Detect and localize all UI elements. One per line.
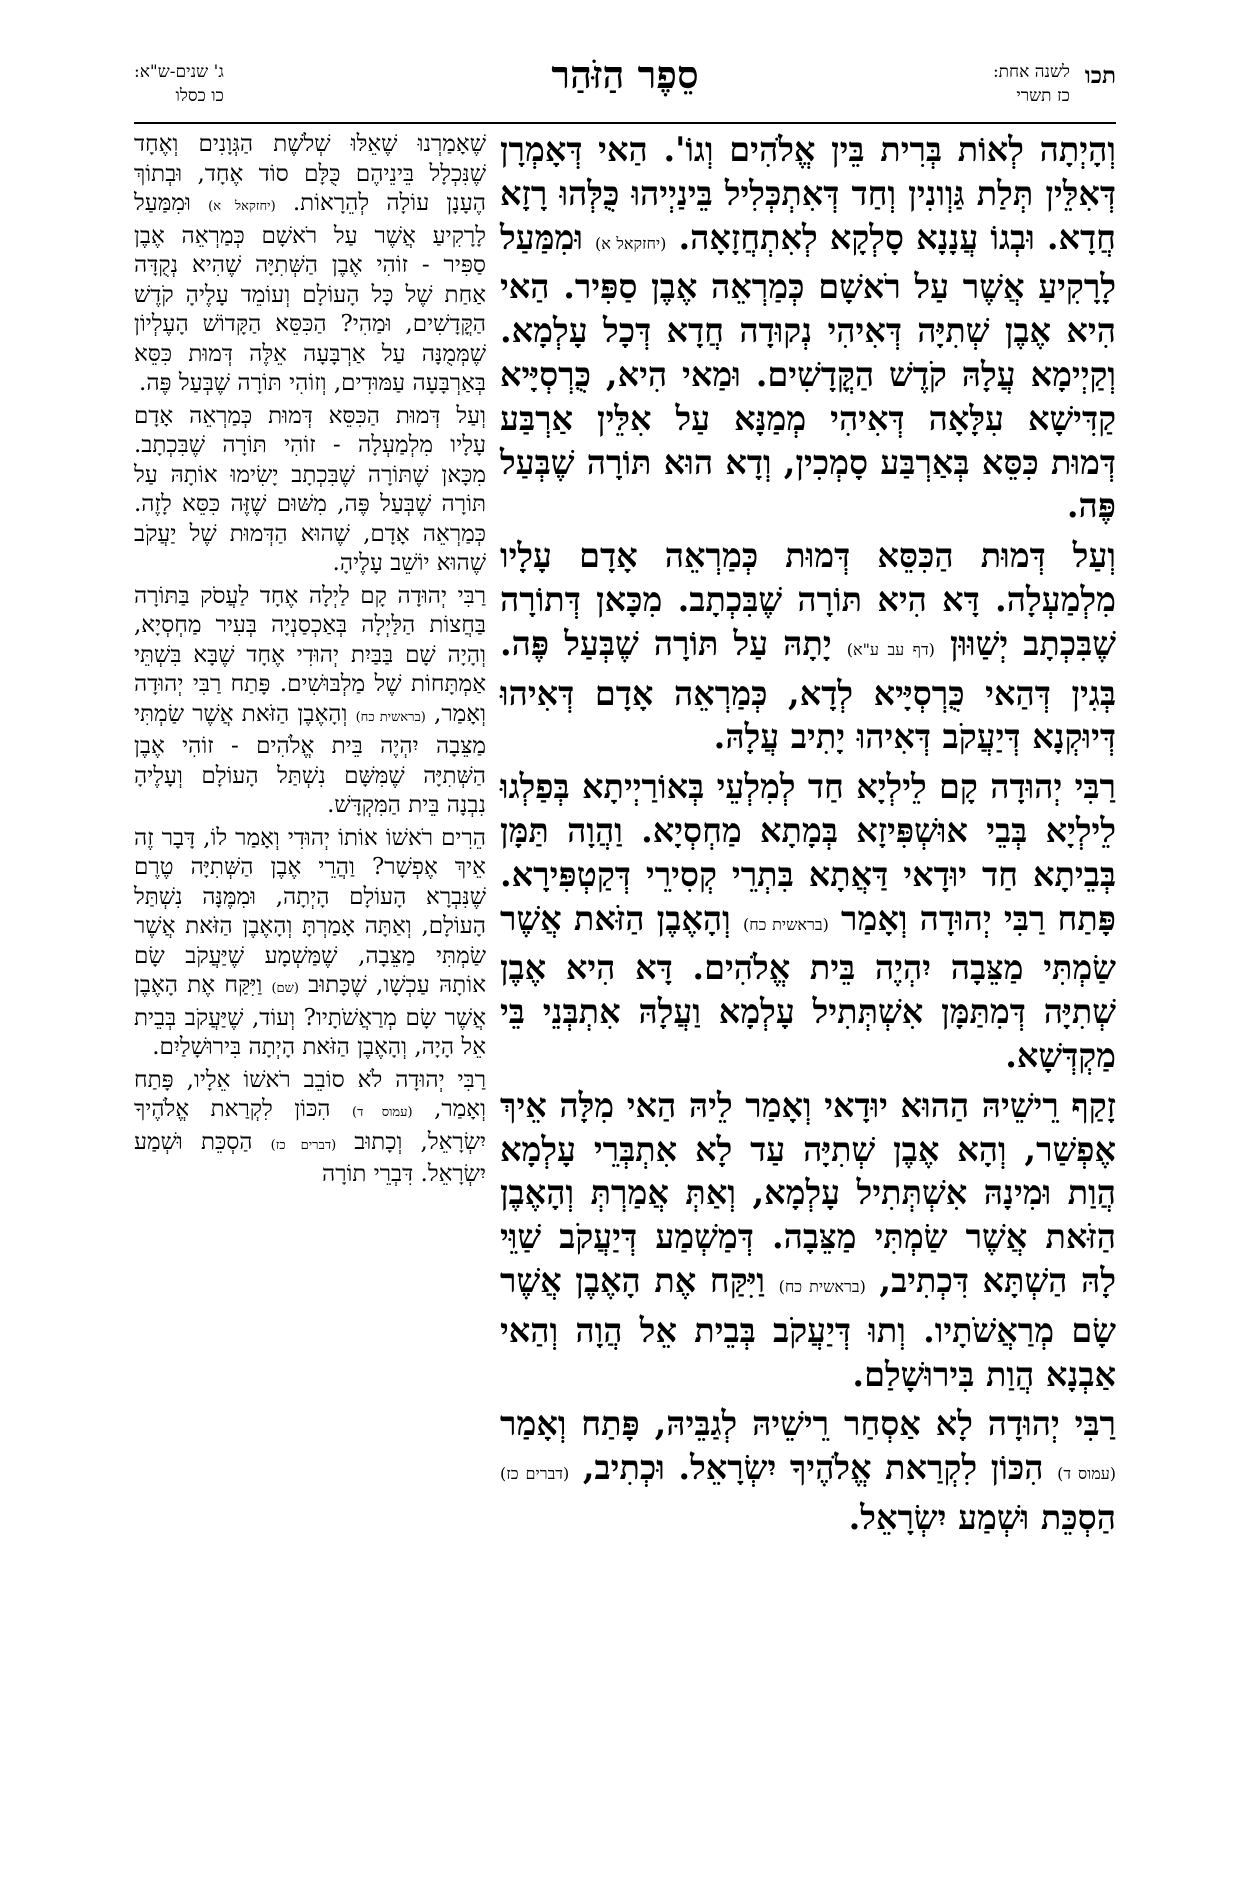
header-left-line2: כו כסלו [175,86,224,106]
text-segment: רַבִּי יְהוּדָה לָא אַסְחַר רֵישֵׁיהּ לְגַבֵּיהּ, פָּתַח וְאָמַר [500,1404,1116,1444]
side-column-hebrew [134,130,486,1830]
text-segment: וּמִמַּעַל לָרָקִיעַ אֲשֶׁר עַל רֹאשָׁם כְּמַרְאֵה אֶבֶן סַפִּיר - זוֹהִי אֶבֶן הַשְּׁתִיָּה שֶׁהִיא נְקֻדָּה אַחַת שֶׁל כָּל הָעוֹלָם וְעוֹמֵד עָלֶיהָ קֹדֶשׁ הַקֳּדָשִׁים, וּמַהִי? הַכִּסֵּא הַקָּדוֹשׁ הָעֶלְיוֹן שֶׁמְּמֻנָּה עַל אַרְבָּעָה אֵלֶּה דְּמוּת כִּסֵּא בְּאַרְבָּעָה עַמּוּדִים, וְזוֹהִי תּוֹרָה שֶׁבְּעַל פֶּה. [134,190,486,396]
header-left-line1: ג' שנים-ש"א: [134,62,224,82]
scripture-reference: (דף עב ע"א) [846,639,935,659]
text-segment: יָתָהּ עַל תּוֹרָה שֶׁבְּעַל פֶּה. בְּגִין דְּהַאי כֻּרְסְיָּיא לְדָא, כְּמַרְאֵה אָדָם דְּאִיהוּ דְּיוּקְנָא דְּיַעֲקֹב דְּאִיהוּ יָתִיב עֲלָהּ. [500,623,1116,757]
main-paragraph-4 [500,1084,1116,1397]
scripture-reference: (בראשית כח) [355,709,426,725]
main-column-aramaic [500,128,1116,1828]
text-segment: וַיִּקַּח אֶת הָאֶבֶן אֲשֶׁר שָׂם מְרַאֲשֹׁתָיו. וְתוּ דְּיַעֲקֹב בְּבֵית אֵל הֲוָה וְהַאי אַבְנָא הֲוַת בִּירוּשָׁלַם. [500,1260,1116,1394]
text-segment: הִכּוֹן לִקְרַאת אֱלֹהֶיךָ יִשְׂרָאֵל. וּכְתִיב, [569,1448,1058,1488]
text-segment: רַבִּי יְהוּדָה קָם לֵילְיָא חַד לְמִלְעֵי בְּאוֹרַיְיתָא בְּפַלְגוּ לֵילְיָא בְּבֵי אוּשְׁפִּיזָא בְּמָתָא מַחְסְיָא. וַהֲוָה תַּמָּן בְּבֵיתָא חַד יוּדָאי דַּאֲתָא בִּתְרֵי קְסִירֵי דְּקַטְפִּירָא. פָּתַח רַבִּי יְהוּדָה וְאָמַר [500,767,1116,938]
scripture-reference: (בראשית כח) [742,914,829,934]
main-paragraph-5 [500,1402,1116,1539]
header-left-reading [134,60,224,108]
scripture-reference: (יחזקאל א) [595,233,667,253]
text-segment: וּמִמַּעַל לָרָקִיעַ אֲשֶׁר עַל רֹאשָׁם כְּמַרְאֵה אֶבֶן סַפִּיר. הַאי הִיא אֶבֶן שְׁתִיָּה דְּאִיהִי נְקוּדָה חֲדָא דְּכָל עָלְמָא. וְקַיְימָא עֲלָהּ קֹדֶשׁ הַקֳּדָשִׁים. וּמַאי הִיא, כֻּרְסְיָּיא קַדִּישָׁא עִלָּאָה דְּאִיהִי מְמַנָּא עַל אִלֵּין אַרְבַּע דְּמוּת כִּסֵּא בְּאַרְבַּע סָמְכִין, וְדָא הוּא תּוֹרָה שֶׁבְּעַל פֶּה. [500,217,1116,526]
main-paragraph-3 [500,765,1116,1078]
main-paragraph-2 [500,534,1116,759]
scripture-reference: (עמוס ד) [352,1105,413,1120]
main-paragraph-1 [500,128,1116,528]
page-header [134,52,1116,122]
text-segment: וְעַל דְּמוּת הַכִּסֵּא דְּמוּת כְּמַרְאֵה אָדָם עָלָיו מִלְמַעְלָה. דָּא הִיא תּוֹרָה שֶׁבִּכְתָב. מִכָּאן דְּתוֹרָה שֶׁבִּכְתָב יְשַׁוּוּן [500,536,1116,663]
scripture-reference: (דברים כז) [500,1464,570,1484]
side-paragraph-3 [134,582,486,821]
text-segment: הִכּוֹן לִקְרַאת אֱלֹהֶיךָ יִשְׂרָאֵל, וְכָתוּב [134,1096,487,1155]
text-segment: וְעַל דְּמוּת הַכִּסֵּא דְּמוּת כְּמַרְאֵה אָדָם עָלָיו מִלְמַעְלָה - זוֹהִי תּוֹרָה שֶׁבִּכְתָב. מִכָּאן שֶׁתּוֹרָה שֶׁבִּכְתָב יָשִׂימוּ אוֹתָהּ עַל תּוֹרָה שֶׁבְּעַל פֶּה, מִשּׁוּם שֶׁזֶּה כִּסֵּא לָזֶה. כְּמַרְאֵה אָדָם, שֶׁהוּא הַדְּמוּת שֶׁל יַעֲקֹב שֶׁהוּא יוֹשֵׁב עָלֶיהָ. [134,402,486,576]
text-segment: וְהָאֶבֶן הַזֹּאת אֲשֶׁר שַׂמְתִּי מַצֵּבָה יִהְיֶה בֵּית אֱלֹהִים - זוֹהִי אֶבֶן הַשְּׁתִיָּה שֶׁמִּשָּׁם נִשְׁתַּל הָעוֹלָם וְעָלֶיהָ נִבְנָה בֵּית הַמִּקְדָּשׁ. [134,700,486,818]
text-segment: רַבִּי יְהוּדָה קָם לַיְלָה אֶחָד לַעֲסֹק בַּתּוֹרָה בַּחֲצוֹת הַלַּיְלָה בְּאַכְסַנְיָה בְּעִיר מַחְסְיָא, וְהָיָה שָׁם בַּבַּיִת יְהוּדִי אֶחָד שֶׁבָּא בִּשְׁתֵּי אַמְתָּחוֹת שֶׁל מַלְבּוּשִׁים. פָּתַח רַבִּי יְהוּדָה וְאָמַר, [134,582,486,727]
header-right-line2: כז תשרי [1016,86,1070,106]
text-segment: וְהָאֶבֶן הַזֹּאת אֲשֶׁר שַׂמְתִּי מַצֵּבָה יִהְיֶה בֵּית אֱלֹהִים. דָּא הִיא אֶבֶן שְׁתִיָּה דְּמִתַּמָּן אִשְׁתְּתִיל עָלְמָא וַעֲלָהּ אִתְבְּנֵי בֵּי מַקְדְּשָׁא. [500,898,1116,1075]
text-segment: וְהָיְתָה לְאוֹת בְּרִית בֵּין אֱלֹהִים וְגוֹ'. הַאי דְּאָמְרָן דְּאִלֵּין תְּלַת גַּוְונִין וְחַד דְּאִתְכְּלִיל בֵּינַיְיהוּ כֻּלְּהוּ רָזָא חֲדָא. וּבְגוֹ עֲנָנָא סָלְקָא לְאִתְחֲזָאָה. [500,130,1116,257]
text-segment: הֵרִים רֹאשׁוֹ אוֹתוֹ יְהוּדִי וְאָמַר לוֹ, דָּבָר זֶה אֵיךְ אֶפְשָׁר? וַהֲרֵי אֶבֶן הַשְּׁתִיָּה טֶרֶם שֶׁנִּבְרָא הָעוֹלָם הָיְתָה, וּמִמֶּנָּה נִשְׁתַּל הָעוֹלָם, וְאַתָּה אָמַרְתָּ וְהָאֶבֶן הַזֹּאת אֲשֶׁר שַׂמְתִּי מַצֵּבָה, שֶׁמַּשְׁמָע שֶׁיַּעֲקֹב שָׂם אוֹתָהּ עַכְשָׁו, שֶׁכָּתוּב [134,824,486,998]
header-rule [134,122,1116,124]
scripture-reference: (דברים כז) [270,1137,337,1153]
side-paragraph-5 [134,1066,486,1190]
text-segment: זָקַף רֵישֵׁיהּ הַהוּא יוּדָאי וְאָמַר לֵיהּ הַאי מִלָּה אֵיךְ אֶפְשַׁר, וְהָא אֶבֶן שְׁתִיָּה עַד לָא אִתְבְּרֵי עָלְמָא הֲוַת וּמִינָהּ אִשְׁתְּתִיל עָלְמָא, וְאַתְּ אֲמַרְתְּ וְהָאֶבֶן הַזֹּאת אֲשֶׁר שַׂמְתִּי מַצֵּבָה. דְּמַשְׁמַע דְּיַעֲקֹב שַׁוֵּי לָהּ הַשְׁתָּא דִּכְתִיב, [500,1085,1116,1300]
scripture-reference: (שם) [271,981,299,996]
text-segment: הַסְכֵּת וּשְׁמַע יִשְׂרָאֵל. דִּבְרֵי תוֹרָה [134,1128,486,1187]
text-segment: שֶׁאָמַרְנוּ שֶׁאֵלּוּ שְׁלֹשֶׁת הַגְּוָנִים וְאֶחָד שֶׁנִּכְלָל בֵּינֵיהֶם כֻּלָּם סוֹד אֶחָד, וּבְתוֹךְ הֶעָנָן עוֹלָה לְהֵרָאוֹת. [134,131,486,216]
scripture-reference: (בראשית כח) [778,1276,866,1296]
side-paragraph-4 [134,824,486,1063]
side-paragraph-1 [134,130,486,399]
text-segment: וַיִּקַּח אֶת הָאֶבֶן אֲשֶׁר שָׂם מְרַאֲשֹׁתָיו? וְעוֹד, שֶׁיַּעֲקֹב בְּבֵית אֵל הָיָה, וְהָאֶבֶן הַזֹּאת הָיְתָה בִּירוּשָׁלַיִם. [134,972,486,1060]
text-segment: הַסְכֵּת וּשְׁמַע יִשְׂרָאֵל. [848,1497,1116,1537]
text-segment: רַבִּי יְהוּדָה לֹא סוֹבֵב רֹאשׁוֹ אֵלָיו, פָּתַח וְאָמַר, [134,1066,486,1122]
side-paragraph-2 [134,402,486,579]
scripture-reference: (יחזקאל א) [208,199,276,214]
header-right-line1: לשנה אחת: [992,62,1070,82]
page-number: תכו [1084,62,1116,89]
scripture-reference: (עמוס ד) [1057,1464,1117,1484]
book-title: סֵפֶר הַזֹּהַר [551,52,699,97]
